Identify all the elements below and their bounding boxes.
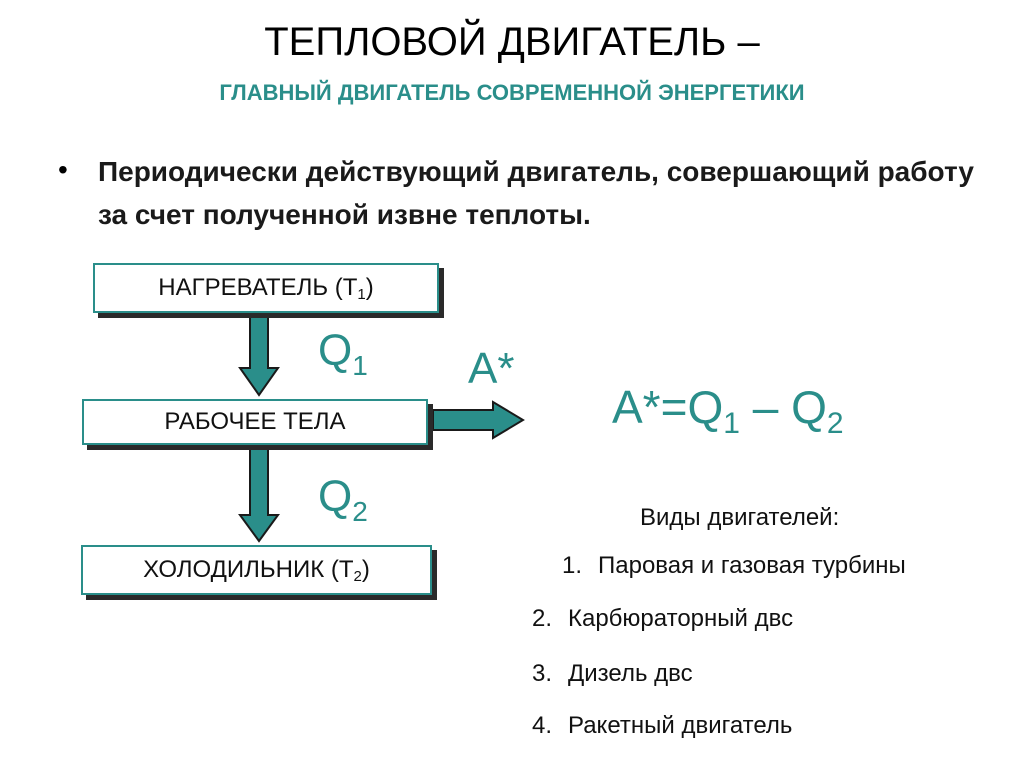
engine-type-number: 2. [532,605,553,632]
q2-subscript: 2 [352,496,368,527]
heater-label: НАГРЕВАТЕЛЬ (Т [158,274,358,301]
engine-type-item [532,660,693,688]
engine-type-label: Карбюраторный двс [568,605,794,632]
engine-type-label: Ракетный двигатель [568,712,793,739]
page-subtitle: ГЛАВНЫЙ ДВИГАТЕЛЬ СОВРЕМЕННОЙ ЭНЕРГЕТИКИ [219,80,805,105]
arrow-heater-to-body [240,311,278,395]
cooler-close: ) [361,556,370,583]
working-body-label: РАБОЧЕЕ ТЕЛА [164,408,346,435]
page-title: ТЕПЛОВОЙ ДВИГАТЕЛЬ – [264,20,760,64]
engine-type-item [562,552,906,580]
engine-type-number: 1. [562,552,583,579]
definition-text: Периодически действующий двигатель, совершающий работу за счет полученной извне теплоты. [98,156,974,230]
q1-label [318,326,368,381]
engine-type-item [532,605,793,633]
formula-sub1: 1 [723,407,740,440]
heater-box [93,263,439,313]
arrow-body-to-cooler [240,447,278,541]
formula-mid: – Q [739,381,827,433]
engine-type-item [532,712,792,740]
q2-main: Q [318,472,353,521]
work-formula [612,380,844,440]
formula-sub2: 2 [826,407,844,440]
engine-types-title: Виды двигателей: [640,504,840,531]
formula-lhs: А*=Q [612,381,724,433]
cooler-subscript: 2 [353,567,362,585]
cooler-label: ХОЛОДИЛЬНИК (Т [143,556,354,583]
bullet-marker: • [58,154,68,185]
engine-type-number: 3. [532,660,553,687]
engine-type-label: Дизель двс [568,660,693,687]
arrow-body-to-work [433,402,523,438]
q1-subscript: 1 [352,350,368,381]
engine-type-number: 4. [532,712,553,739]
work-label: А* [468,344,515,393]
cooler-box [81,545,432,595]
q1-main: Q [318,326,353,375]
heater-subscript: 1 [357,285,366,303]
heater-close: ) [365,274,374,301]
q2-label [318,472,368,527]
engine-type-label: Паровая и газовая турбины [598,552,906,579]
working-body-box [82,399,428,445]
